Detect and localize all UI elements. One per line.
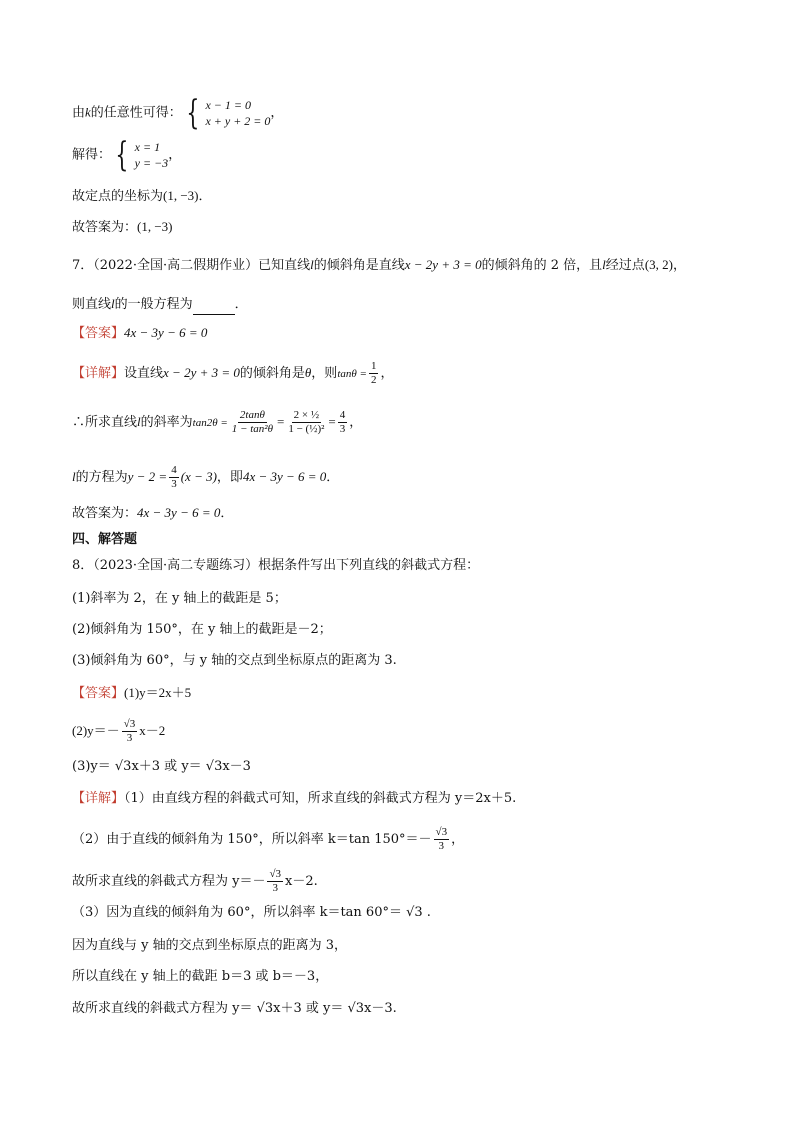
answer-8-part2: (2)y＝－ $\frac{√3}{3}$ x－2 [72, 718, 166, 744]
solution-system: { x = 1 y = −3 [115, 135, 169, 175]
line-answer-prev: 故答案为：(1, −3) [72, 219, 173, 235]
question-8: 8．（2023·全国·高二专题练习）根据条件写出下列直线的斜截式方程： [72, 558, 480, 573]
section-heading: 四、解答题 [72, 532, 138, 547]
question-8-part2: (2)倾斜角为 150°，在 y 轴上的截距是－2； [72, 622, 332, 637]
detail-8-step4: （3）因为直线的倾斜角为 60°，所以斜率 k＝tan 60°＝ √3 . [72, 905, 431, 920]
detail-8-step2: （2）由于直线的倾斜角为 150°，所以斜率 k＝tan 150°＝－ $\frac{√3}{3}$ ， [72, 826, 465, 852]
question-8-part1: (1)斜率为 2，在 y 轴上的截距是 5； [72, 591, 287, 606]
detail-8-step7: 故所求直线的斜截式方程为 y＝ √3x＋3 或 y＝ √3x－3. [72, 1001, 397, 1016]
question-8-part3: (3)倾斜角为 60°，与 y 轴的交点到坐标原点的距离为 3. [72, 653, 397, 668]
detail-8-step3: 故所求直线的斜截式方程为 y＝－ $\frac{√3}{3}$ x－2. [72, 868, 318, 894]
detail-8-step5: 因为直线与 y 轴的交点到坐标原点的距离为 3， [72, 938, 348, 953]
answer-8: 【答案】(1)y＝2x＋5 [72, 685, 192, 701]
answer-blank [193, 300, 235, 315]
detail-8-step1: 【详解】（1）由直线方程的斜截式可知，所求直线的斜截式方程为 y＝2x＋5. [72, 791, 517, 806]
answer-7: 【答案】4x − 3y − 6 = 0 [72, 325, 208, 341]
question-7: 7．（2022·全国·高二假期作业）已知直线l的倾斜角是直线x − 2y + 3 = 0的倾斜角的 2 倍，且l经过点(3, 2)， [72, 257, 686, 273]
detail-7-equation: l的方程为y − 2 = $\frac{4}{3}$ (x − 3)，即4x − 3y − 6 = 0． [72, 464, 340, 490]
line-solve: 解得： { x = 1 y = −3 ， [72, 135, 182, 175]
line-k-arbitrary: 由k的任意性可得： { x − 1 = 0 x + y + 2 = 0 ， [72, 93, 284, 133]
detail-7: 【详解】设直线x − 2y + 3 = 0的倾斜角是θ，则tanθ = $\frac{1}{2}$ ， [72, 360, 394, 386]
detail-8-step6: 所以直线在 y 轴上的截距 b＝3 或 b＝－3， [72, 969, 329, 984]
equation-system: { x − 1 = 0 x + y + 2 = 0 [186, 93, 271, 133]
answer-8-part3: (3)y＝ √3x＋3 或 y＝ √3x－3 [72, 759, 251, 774]
detail-7-slope: ∴所求直线l的斜率为tan2θ = $\frac{2\tan\theta}{\text{1 − tan²θ}}$ = $\frac{\text{2 × ½}}{\text{1 − (½)²}}$ = $\frac{4}{3}$ ， [72, 409, 363, 435]
question-7-line2: 则直线l的一般方程为 ． [72, 294, 248, 315]
detail-7-answer: 故答案为：4x − 3y − 6 = 0． [72, 505, 234, 521]
line-fixed-point: 故定点的坐标为(1, −3)． [72, 188, 212, 204]
